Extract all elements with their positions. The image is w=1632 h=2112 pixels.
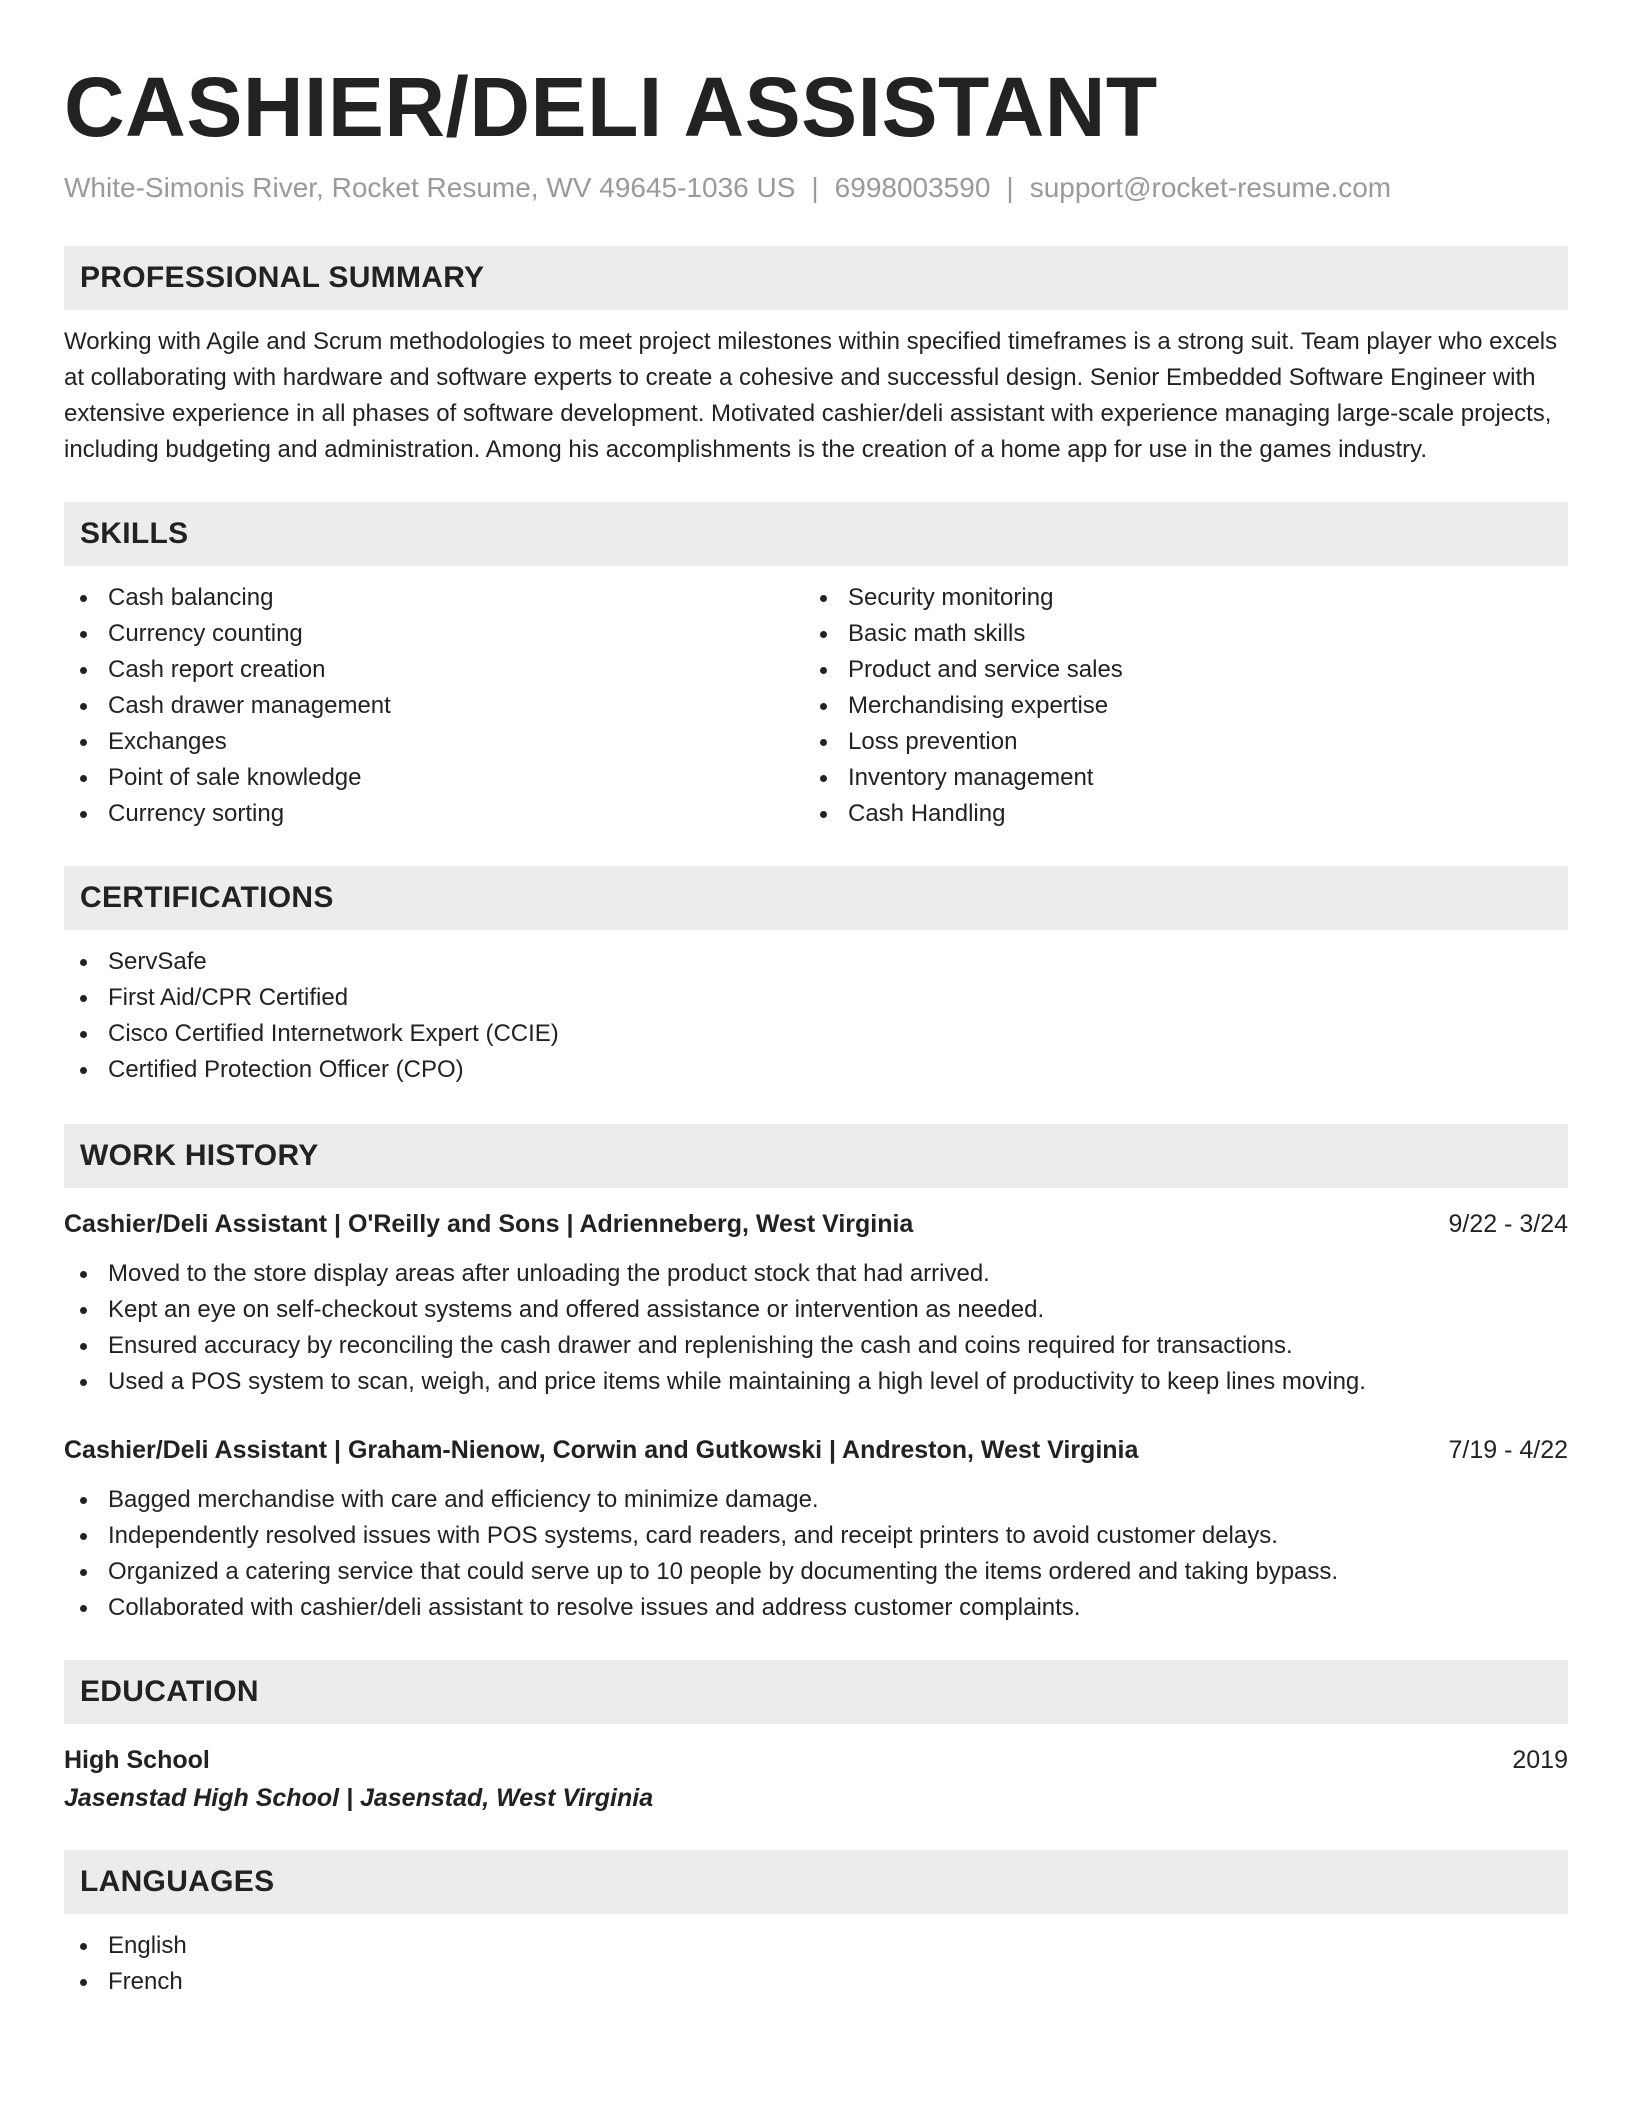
skills-heading: SKILLS [64, 502, 1568, 566]
language-item: English [108, 1928, 1568, 1964]
job-header [64, 1432, 1568, 1468]
skill-item: Cash Handling [848, 796, 1544, 832]
job-title: Cashier/Deli Assistant | Graham-Nienow, Corwin and Gutkowski | Andreston, West Virginia [64, 1436, 1139, 1464]
skill-item: Currency counting [108, 616, 804, 652]
resume-name: CASHIER/DELI ASSISTANT [64, 60, 1158, 154]
skill-item: Loss prevention [848, 724, 1544, 760]
education-section [64, 1660, 1568, 1816]
job-dates: 7/19 - 4/22 [1448, 1436, 1568, 1464]
job-dates: 9/22 - 3/24 [1448, 1210, 1568, 1238]
job-bullet: Kept an eye on self-checkout systems and offered assistance or intervention as needed. [108, 1292, 1568, 1328]
job-bullet: Ensured accuracy by reconciling the cash drawer and replenishing the cash and coins required for transactions. [108, 1328, 1568, 1364]
skill-item: Exchanges [108, 724, 804, 760]
education-year: 2019 [1512, 1746, 1568, 1774]
contact-separator: | [811, 172, 819, 203]
certification-item: Certified Protection Officer (CPO) [108, 1052, 1568, 1088]
job-bullet: Moved to the store display areas after unloading the product stock that had arrived. [108, 1256, 1568, 1292]
languages-heading: LANGUAGES [64, 1850, 1568, 1914]
job-bullet: Bagged merchandise with care and efficiency to minimize damage. [108, 1482, 1568, 1518]
job-title: Cashier/Deli Assistant | O'Reilly and Sons | Adrienneberg, West Virginia [64, 1210, 914, 1238]
skills-grid [64, 566, 1568, 832]
skills-list-right [804, 580, 1544, 832]
job-bullet: Collaborated with cashier/deli assistant to resolve issues and address customer complaints. [108, 1590, 1568, 1626]
summary-text: Working with Agile and Scrum methodologies to meet project milestones within specified timeframes is a strong suit. Team player who excels at collaborating with hardware and software experts to create a cohesive and successful design. Senior Embedded Software Engineer with extensive experience in all phases of software development. Motivated cashier/deli assistant with experience managing large-scale projects, including budgeting and administration. Among his accomplishments is the creation of a home app for use in the games industry. [64, 328, 1558, 463]
skill-item: Cash report creation [108, 652, 804, 688]
certification-item: Cisco Certified Internetwork Expert (CCIE) [108, 1016, 1568, 1052]
education-heading: EDUCATION [64, 1660, 1568, 1724]
language-item: French [108, 1964, 1568, 2000]
contact-separator: | [1006, 172, 1014, 203]
skill-item: Inventory management [848, 760, 1544, 796]
work-heading: WORK HISTORY [64, 1124, 1568, 1188]
skill-item: Cash drawer management [108, 688, 804, 724]
skills-section [64, 502, 1568, 832]
skill-item: Merchandising expertise [848, 688, 1544, 724]
contact-phone[interactable]: 6998003590 [834, 172, 991, 203]
education-degree: High School [64, 1746, 210, 1774]
certifications-list [64, 944, 1568, 1088]
skill-item: Cash balancing [108, 580, 804, 616]
job-bullets [64, 1256, 1568, 1400]
job-header [64, 1206, 1568, 1242]
certification-item: ServSafe [108, 944, 1568, 980]
languages-section [64, 1850, 1568, 2000]
skill-item: Point of sale knowledge [108, 760, 804, 796]
skill-item: Currency sorting [108, 796, 804, 832]
skill-item: Product and service sales [848, 652, 1544, 688]
summary-heading: PROFESSIONAL SUMMARY [64, 246, 1568, 310]
job-bullet: Organized a catering service that could serve up to 10 people by documenting the items ordered and taking bypass. [108, 1554, 1568, 1590]
contact-line [64, 168, 1568, 208]
certifications-heading: CERTIFICATIONS [64, 866, 1568, 930]
job-bullets [64, 1482, 1568, 1626]
skill-item: Basic math skills [848, 616, 1544, 652]
languages-list [64, 1928, 1568, 2000]
certification-item: First Aid/CPR Certified [108, 980, 1568, 1016]
education-school: Jasenstad High School | Jasenstad, West Virginia [64, 1784, 654, 1812]
skill-item: Security monitoring [848, 580, 1544, 616]
contact-email[interactable]: support@rocket-resume.com [1029, 172, 1392, 203]
job-bullet: Independently resolved issues with POS systems, card readers, and receipt printers to avoid customer delays. [108, 1518, 1568, 1554]
education-header [64, 1742, 1568, 1778]
summary-section [64, 246, 1568, 468]
contact-address: White-Simonis River, Rocket Resume, WV 49645-1036 US [64, 172, 796, 203]
skills-list-left [64, 580, 804, 832]
work-section [64, 1124, 1568, 1626]
job-bullet: Used a POS system to scan, weigh, and price items while maintaining a high level of productivity to keep lines moving. [108, 1364, 1568, 1400]
certifications-section [64, 866, 1568, 1088]
